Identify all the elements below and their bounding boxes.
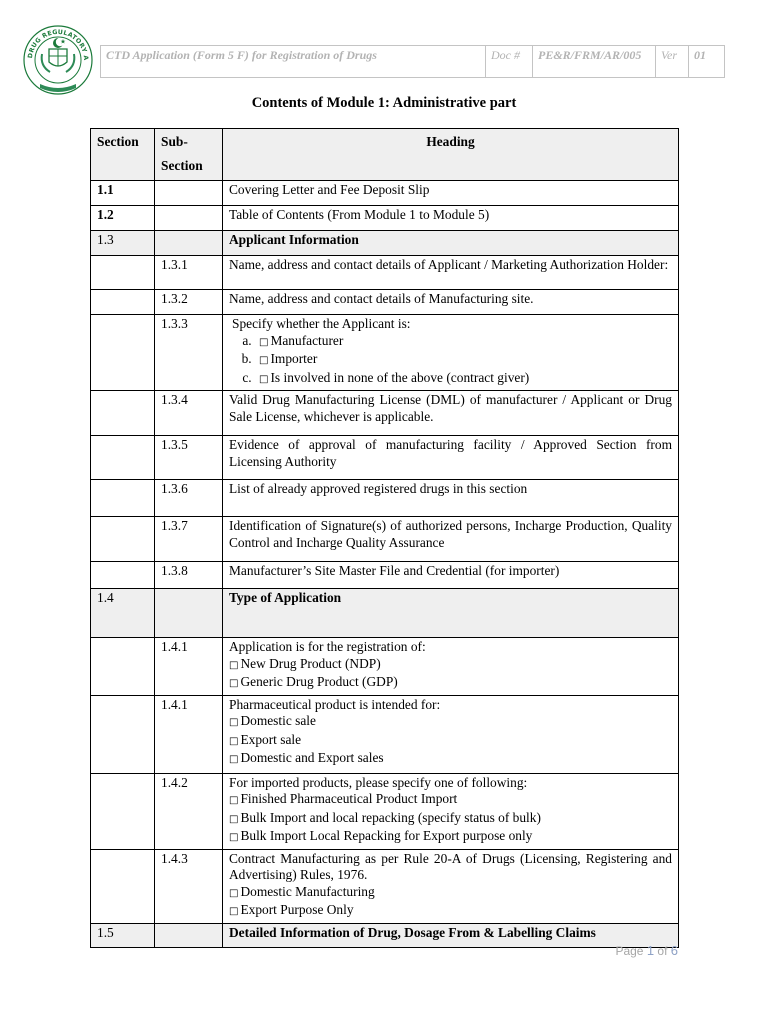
option-label: Export sale <box>240 731 302 747</box>
section-cell: 1.3 <box>91 231 155 256</box>
section-cell <box>91 695 155 773</box>
page-footer <box>615 943 678 958</box>
heading-cell: Valid Drug Manufacturing License (DML) of manufacturer / Applicant or Drug Sale License, whichever is applicable. <box>223 391 679 436</box>
option-label: Bulk Import and local repacking (specify status of bulk) <box>240 809 541 825</box>
section-cell <box>91 849 155 923</box>
option-domestic-sale[interactable] <box>229 713 672 732</box>
checkbox-icon[interactable]: □ <box>229 906 239 917</box>
subsection-cell: 1.3.1 <box>155 256 223 290</box>
section-cell <box>91 391 155 436</box>
section-cell: 1.1 <box>91 181 155 206</box>
checkbox-icon[interactable]: □ <box>229 832 239 843</box>
heading-cell: Identification of Signature(s) of authorized persons, Incharge Production, Quality Control and Incharge Quality Assurance <box>223 517 679 562</box>
heading-cell: Table of Contents (From Module 1 to Module 5) <box>223 206 679 231</box>
column-header-section: Section <box>91 129 155 181</box>
doc-label: Doc # <box>486 46 533 78</box>
option-bulk-import-repacking[interactable] <box>229 810 672 829</box>
section-cell <box>91 773 155 849</box>
section-cell <box>91 290 155 315</box>
table-row <box>91 638 679 696</box>
checkbox-icon[interactable]: □ <box>229 795 239 806</box>
subsection-cell <box>155 923 223 947</box>
heading-cell <box>223 638 679 696</box>
option-label: New Drug Product (NDP) <box>240 655 381 671</box>
table-row <box>91 923 679 947</box>
option-importer[interactable] <box>255 351 672 370</box>
subsection-cell <box>155 231 223 256</box>
version-label: Ver <box>656 46 689 78</box>
section-cell <box>91 638 155 696</box>
option-export-sale[interactable] <box>229 732 672 751</box>
checkbox-icon[interactable]: □ <box>229 887 239 899</box>
page-word: Page <box>615 944 644 958</box>
heading-cell <box>223 695 679 773</box>
option-label: Is involved in none of the above (contract giver) <box>270 369 530 385</box>
option-label: Domestic and Export sales <box>240 750 384 765</box>
section-cell <box>91 436 155 480</box>
heading-text: Specify whether the Applicant is: <box>232 316 411 331</box>
option-label: Importer <box>270 351 318 366</box>
option-label: Generic Drug Product (GDP) <box>240 674 398 689</box>
subsection-cell: 1.3.4 <box>155 391 223 436</box>
subsection-cell: 1.3.8 <box>155 562 223 589</box>
of-word: of <box>657 944 668 958</box>
heading-cell: Name, address and contact details of Manufacturing site. <box>223 290 679 315</box>
option-label: Domestic sale <box>240 713 316 728</box>
applicant-type-options <box>229 333 672 389</box>
page-number: 1 <box>646 943 655 958</box>
table-row <box>91 391 679 436</box>
table-row <box>91 206 679 231</box>
checkbox-icon[interactable]: □ <box>259 355 269 366</box>
option-label: Bulk Import Local Repacking for Export purpose only <box>240 828 533 843</box>
option-contract-giver[interactable] <box>255 370 672 389</box>
option-domestic-and-export[interactable] <box>229 750 672 769</box>
option-export-purpose[interactable] <box>229 902 672 921</box>
heading-cell: Name, address and contact details of Applicant / Marketing Authorization Holder: <box>223 256 679 290</box>
heading-text: Pharmaceutical product is intended for: <box>229 696 441 712</box>
drap-logo <box>22 24 94 100</box>
section-cell <box>91 562 155 589</box>
table-row <box>91 849 679 923</box>
section-cell <box>91 256 155 290</box>
table-row <box>91 589 679 638</box>
table-row <box>91 231 679 256</box>
table-header-row <box>91 129 679 181</box>
subsection-cell: 1.3.7 <box>155 517 223 562</box>
heading-cell: List of already approved registered drugs in this section <box>223 480 679 517</box>
subsection-cell <box>155 206 223 231</box>
checkbox-icon[interactable]: □ <box>229 678 239 689</box>
option-domestic-manufacturing[interactable] <box>229 884 672 903</box>
option-ndp[interactable] <box>229 656 672 675</box>
subsection-cell: 1.3.3 <box>155 315 223 391</box>
table-row <box>91 480 679 517</box>
table-row <box>91 315 679 391</box>
heading-cell: Detailed Information of Drug, Dosage From & Labelling Claims <box>223 923 679 947</box>
option-manufacturer[interactable] <box>255 333 672 352</box>
heading-cell <box>223 849 679 923</box>
heading-text: For imported products, please specify one of following: <box>229 774 528 790</box>
doc-number: PE&R/FRM/AR/005 <box>533 46 656 78</box>
heading-cell: Manufacturer’s Site Master File and Credential (for importer) <box>223 562 679 589</box>
heading-cell: Covering Letter and Fee Deposit Slip <box>223 181 679 206</box>
heading-cell: Type of Application <box>223 589 679 638</box>
table-row <box>91 256 679 290</box>
subsection-cell: 1.4.1 <box>155 695 223 773</box>
section-cell <box>91 480 155 517</box>
option-label: Export Purpose Only <box>240 902 354 917</box>
checkbox-icon[interactable]: □ <box>229 659 239 671</box>
subsection-header-line-1: Sub- <box>161 134 188 149</box>
checkbox-icon[interactable]: □ <box>229 735 239 747</box>
option-fpp-import[interactable] <box>229 791 672 810</box>
table-row <box>91 695 679 773</box>
option-label: Domestic Manufacturing <box>240 883 375 899</box>
checkbox-icon[interactable]: □ <box>259 336 269 348</box>
heading-cell <box>223 773 679 849</box>
option-gdp[interactable] <box>229 674 672 693</box>
page-title: Contents of Module 1: Administrative part <box>251 95 517 111</box>
table-row <box>91 290 679 315</box>
subsection-cell <box>155 181 223 206</box>
checkbox-icon[interactable]: □ <box>259 373 269 385</box>
section-cell <box>91 315 155 391</box>
section-cell: 1.5 <box>91 923 155 947</box>
logo-ring-text: DRUG REGULATORY A <box>26 28 90 61</box>
heading-text: Contract Manufacturing as per Rule 20-A of Drugs (Licensing, Registering and Advertising) Rules, 1976. <box>229 850 672 882</box>
subsection-cell: 1.4.3 <box>155 849 223 923</box>
checkbox-icon[interactable]: □ <box>229 717 239 728</box>
subsection-cell: 1.3.6 <box>155 480 223 517</box>
subsection-cell <box>155 589 223 638</box>
checkbox-icon[interactable]: □ <box>229 754 239 765</box>
document-header <box>100 45 725 78</box>
heading-text: Application is for the registration of: <box>229 639 426 654</box>
section-cell: 1.4 <box>91 589 155 638</box>
option-bulk-import-export[interactable] <box>229 828 672 847</box>
checkbox-icon[interactable]: □ <box>229 813 239 825</box>
heading-cell: Applicant Information <box>223 231 679 256</box>
column-header-heading: Heading <box>223 129 679 181</box>
heading-cell <box>223 315 679 391</box>
table-row <box>91 436 679 480</box>
subsection-cell: 1.4.2 <box>155 773 223 849</box>
column-header-subsection <box>155 129 223 181</box>
option-label: Finished Pharmaceutical Product Import <box>240 791 458 806</box>
version-number: 01 <box>689 46 725 78</box>
subsection-cell: 1.3.2 <box>155 290 223 315</box>
table-row <box>91 181 679 206</box>
table-row <box>91 562 679 589</box>
page-total: 6 <box>670 943 678 958</box>
heading-cell: Evidence of approval of manufacturing facility / Approved Section from Licensing Authority <box>223 436 679 480</box>
section-cell: 1.2 <box>91 206 155 231</box>
option-label: Manufacturer <box>270 332 344 348</box>
section-cell <box>91 517 155 562</box>
subsection-cell: 1.3.5 <box>155 436 223 480</box>
subsection-cell: 1.4.1 <box>155 638 223 696</box>
module-contents-table <box>90 128 679 948</box>
table-row <box>91 773 679 849</box>
table-row <box>91 517 679 562</box>
subsection-header-line-2: Section <box>161 158 203 173</box>
form-title: CTD Application (Form 5 F) for Registration of Drugs <box>101 46 486 78</box>
